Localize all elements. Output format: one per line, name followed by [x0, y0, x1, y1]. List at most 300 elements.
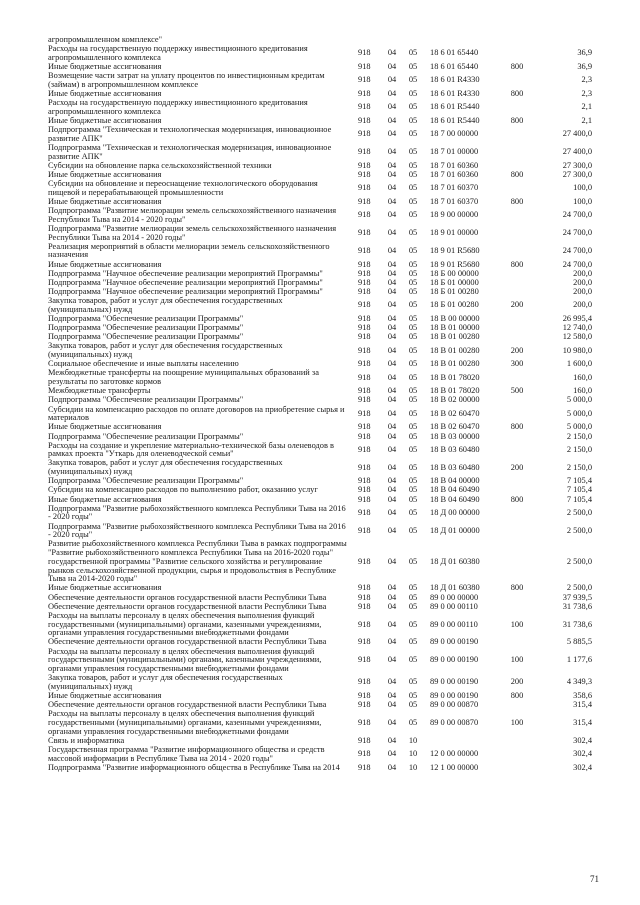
- row-expense-type: 100: [510, 717, 524, 727]
- row-name: Иные бюджетные ассигнования: [48, 690, 162, 700]
- row-name: Иные бюджетные ассигнования: [48, 115, 162, 125]
- row-expense-type: 800: [510, 583, 524, 593]
- row-section-code: 04: [387, 246, 397, 256]
- row-target-code: 18 В 02 60470: [430, 408, 480, 418]
- row-amount: 2,1: [581, 102, 592, 112]
- row-target-code: 89 0 00 00110: [430, 619, 478, 629]
- row-admin-code: 918: [358, 75, 371, 85]
- row-amount: 5 885,5: [566, 637, 592, 647]
- table-row: [48, 486, 608, 495]
- row-admin-code: 918: [358, 494, 371, 504]
- row-subsection-code: 05: [408, 431, 418, 441]
- row-amount: 27 400,0: [562, 147, 592, 157]
- row-target-code: 89 0 00 00870: [430, 700, 479, 710]
- table-row: [48, 180, 608, 197]
- row-name: Подпрограмма "Научное обеспечение реализации мероприятий Программы": [48, 268, 323, 278]
- row-admin-code: 918: [358, 129, 371, 139]
- row-amount: 12 740,0: [562, 323, 592, 333]
- row-target-code: 18 6 01 R4330: [430, 75, 480, 85]
- row-amount: 4 349,3: [566, 677, 592, 687]
- row-name: Подпрограмма "Обеспечение реализации Программы": [48, 323, 244, 333]
- row-admin-code: 918: [358, 619, 371, 629]
- row-section-code: 04: [387, 637, 397, 647]
- row-admin-code: 918: [358, 749, 371, 759]
- row-subsection-code: 05: [408, 147, 418, 157]
- row-target-code: 89 0 00 00000: [430, 592, 479, 602]
- row-expense-type: 200: [510, 300, 524, 310]
- row-amount: 2 500,0: [566, 525, 592, 535]
- row-amount: 7 105,4: [566, 476, 592, 486]
- row-subsection-code: 05: [408, 494, 418, 504]
- row-target-code: 12 1 00 00000: [430, 762, 479, 772]
- row-target-code: 18 7 01 60360: [430, 169, 479, 179]
- row-target-code: 89 0 00 00190: [430, 690, 479, 700]
- row-section-code: 04: [387, 115, 397, 125]
- table-row: [48, 612, 608, 638]
- row-name: Обеспечение деятельности органов государственной власти Республики Тыва: [48, 601, 327, 611]
- row-name: Закупка товаров, работ и услуг для обеспечения государственных (муниципальных) нужд: [48, 673, 283, 691]
- row-target-code: 18 9 01 R5680: [430, 246, 480, 256]
- row-target-code: 18 В 04 60490: [430, 494, 480, 504]
- row-admin-code: 918: [358, 556, 371, 566]
- row-amount: 5 000,0: [566, 408, 592, 418]
- table-row: [48, 459, 608, 476]
- row-subsection-code: 05: [408, 323, 418, 333]
- row-name: Субсидии на компенсацию расходов по выполнению работ, оказанию услуг: [48, 485, 318, 495]
- row-name: Подпрограмма "Обеспечение реализации Программы": [48, 332, 244, 342]
- row-name: Иные бюджетные ассигнования: [48, 196, 162, 206]
- row-name: Возмещение части затрат на уплату процентов по инвестиционным кредитам (займам) в агропромышленном комплексе: [48, 71, 325, 89]
- row-subsection-code: 05: [408, 476, 418, 486]
- row-admin-code: 918: [358, 147, 371, 157]
- row-name: Расходы на государственную поддержку инвестиционного кредитования агропромышленного комплекса: [48, 44, 308, 62]
- row-amount: 36,9: [577, 61, 592, 71]
- row-subsection-code: 10: [408, 749, 418, 759]
- row-admin-code: 918: [358, 408, 371, 418]
- row-section-code: 04: [387, 300, 397, 310]
- row-subsection-code: 05: [408, 619, 418, 629]
- row-admin-code: 918: [358, 287, 371, 296]
- row-section-code: 04: [387, 277, 397, 287]
- row-expense-type: 300: [510, 359, 524, 369]
- row-amount: 358,6: [573, 690, 592, 700]
- row-target-code: 18 6 01 65440: [430, 48, 479, 58]
- table-row: [48, 225, 608, 242]
- row-subsection-code: 05: [408, 115, 418, 125]
- row-section-code: 04: [387, 147, 397, 157]
- row-expense-type: 200: [510, 345, 524, 355]
- row-subsection-code: 10: [408, 762, 418, 772]
- row-admin-code: 918: [358, 690, 371, 700]
- row-target-code: 18 Д 01 60380: [430, 556, 480, 566]
- table-row: [48, 99, 608, 116]
- row-section-code: 04: [387, 372, 397, 382]
- row-amount: 27 300,0: [562, 169, 592, 179]
- row-amount: 2 500,0: [566, 556, 592, 566]
- row-admin-code: 918: [358, 637, 371, 647]
- row-section-code: 04: [387, 359, 397, 369]
- table-row: [48, 423, 608, 432]
- row-name: Субсидии на компенсацию расходов по оплате договоров на приобретение сырья и материалов: [48, 404, 345, 423]
- table-row: [48, 594, 608, 603]
- row-target-code: 18 7 01 60360: [430, 160, 479, 170]
- row-expense-type: 100: [510, 655, 524, 665]
- row-target-code: 18 6 01 R4330: [430, 88, 480, 98]
- row-name: Расходы на выплаты персоналу в целях обеспечения выполнения функций государственными (муниципальными) органами, казенными учреждениями, органами управления государственными внебюджетными фондами: [48, 646, 322, 673]
- row-target-code: 18 В 01 78020: [430, 372, 480, 382]
- row-expense-type: 800: [510, 690, 524, 700]
- row-target-code: 89 0 00 00190: [430, 655, 479, 665]
- table-row: [48, 342, 608, 359]
- row-amount: 10 980,0: [562, 345, 592, 355]
- row-section-code: 04: [387, 462, 397, 472]
- row-amount: 7 105,4: [566, 494, 592, 504]
- row-section-code: 04: [387, 700, 397, 710]
- row-subsection-code: 05: [408, 102, 418, 112]
- table-row: [48, 523, 608, 540]
- row-name: Подпрограмма "Обеспечение реализации Программы": [48, 395, 244, 405]
- row-section-code: 04: [387, 422, 397, 432]
- row-admin-code: 918: [358, 525, 371, 535]
- table-row: [48, 584, 608, 593]
- row-subsection-code: 05: [408, 508, 418, 518]
- row-target-code: 18 7 01 60370: [430, 183, 479, 193]
- row-admin-code: 918: [358, 332, 371, 342]
- row-section-code: 04: [387, 655, 397, 665]
- row-amount: 31 738,6: [562, 601, 592, 611]
- row-amount: 27 400,0: [562, 129, 592, 139]
- row-section-code: 04: [387, 508, 397, 518]
- row-target-code: 12 0 00 00000: [430, 749, 479, 759]
- row-amount: 302,4: [573, 735, 592, 745]
- row-admin-code: 918: [358, 48, 371, 58]
- row-target-code: 18 Б 00 00000: [430, 268, 479, 278]
- row-amount: 31 738,6: [562, 619, 592, 629]
- table-row: [48, 540, 608, 584]
- row-subsection-code: 05: [408, 372, 418, 382]
- row-section-code: 04: [387, 183, 397, 193]
- row-section-code: 04: [387, 129, 397, 139]
- row-subsection-code: 05: [408, 462, 418, 472]
- row-subsection-code: 05: [408, 690, 418, 700]
- row-section-code: 04: [387, 48, 397, 58]
- row-subsection-code: 05: [408, 61, 418, 71]
- row-amount: 5 000,0: [566, 422, 592, 432]
- row-subsection-code: 05: [408, 592, 418, 602]
- row-amount: 1 600,0: [566, 359, 592, 369]
- row-target-code: 18 В 01 00280: [430, 359, 480, 369]
- table-row: [48, 396, 608, 405]
- row-admin-code: 918: [358, 359, 371, 369]
- row-expense-type: 800: [510, 169, 524, 179]
- row-subsection-code: 05: [408, 422, 418, 432]
- row-admin-code: 918: [358, 592, 371, 602]
- row-expense-type: 800: [510, 61, 524, 71]
- row-amount: 315,4: [573, 700, 592, 710]
- row-admin-code: 918: [358, 196, 371, 206]
- row-subsection-code: 05: [408, 183, 418, 193]
- row-section-code: 04: [387, 287, 397, 296]
- row-amount: 24 700,0: [562, 210, 592, 220]
- row-section-code: 04: [387, 717, 397, 727]
- row-amount: 200,0: [573, 268, 592, 278]
- row-name: Подпрограмма "Обеспечение реализации Программы": [48, 476, 244, 486]
- row-target-code: 18 В 03 00000: [430, 431, 480, 441]
- row-subsection-code: 05: [408, 525, 418, 535]
- row-name: Расходы на государственную поддержку инвестиционного кредитования агропромышленного комплекса: [48, 98, 308, 116]
- row-name: агропромышленном комплексе": [48, 35, 163, 44]
- row-name: Подпрограмма "Развитие рыбохозяйственного комплекса Республики Тыва на 2016 - 2020 годы": [48, 503, 346, 522]
- table-row: [48, 369, 608, 386]
- table-row: [48, 505, 608, 522]
- row-name: Иные бюджетные ассигнования: [48, 583, 162, 593]
- row-section-code: 04: [387, 494, 397, 504]
- row-name: Иные бюджетные ассигнования: [48, 169, 162, 179]
- row-name: Реализация мероприятий в области мелиорации земель сельскохозяйственного назначения: [48, 241, 330, 260]
- row-name: Социальное обеспечение и иные выплаты населению: [48, 359, 239, 369]
- row-amount: 24 700,0: [562, 228, 592, 238]
- row-target-code: 18 7 01 60370: [430, 196, 479, 206]
- row-target-code: 18 6 01 R5440: [430, 115, 480, 125]
- row-target-code: 18 В 02 60470: [430, 422, 480, 432]
- row-name: Обеспечение деятельности органов государственной власти Республики Тыва: [48, 592, 327, 602]
- row-admin-code: 918: [358, 246, 371, 256]
- row-target-code: 18 В 01 00000: [430, 323, 480, 333]
- row-amount: 2,3: [581, 88, 592, 98]
- row-amount: 2,1: [581, 115, 592, 125]
- table-row: [48, 433, 608, 442]
- row-subsection-code: 05: [408, 300, 418, 310]
- row-amount: 24 700,0: [562, 246, 592, 256]
- row-subsection-code: 05: [408, 259, 418, 269]
- row-subsection-code: 05: [408, 88, 418, 98]
- row-subsection-code: 05: [408, 169, 418, 179]
- row-admin-code: 918: [358, 300, 371, 310]
- row-subsection-code: 05: [408, 408, 418, 418]
- row-name: Иные бюджетные ассигнования: [48, 494, 162, 504]
- page-number: 71: [590, 874, 599, 884]
- row-name: Подпрограмма "Техническая и технологическая модернизация, инновационное развитие АПК": [48, 142, 332, 161]
- row-section-code: 04: [387, 75, 397, 85]
- row-admin-code: 918: [358, 422, 371, 432]
- row-admin-code: 918: [358, 88, 371, 98]
- row-admin-code: 918: [358, 508, 371, 518]
- row-subsection-code: 05: [408, 228, 418, 238]
- row-target-code: 18 7 01 00000: [430, 147, 479, 157]
- row-expense-type: 200: [510, 462, 524, 472]
- row-target-code: 18 В 04 00000: [430, 476, 480, 486]
- row-admin-code: 918: [358, 431, 371, 441]
- table-row: [48, 638, 608, 647]
- row-amount: 100,0: [573, 196, 592, 206]
- row-name: Подпрограмма "Научное обеспечение реализации мероприятий Программы": [48, 277, 323, 287]
- row-subsection-code: 05: [408, 556, 418, 566]
- row-section-code: 04: [387, 690, 397, 700]
- table-row: [48, 674, 608, 691]
- table-row: [48, 710, 608, 736]
- row-expense-type: 800: [510, 494, 524, 504]
- table-row: [48, 45, 608, 62]
- row-name: Закупка товаров, работ и услуг для обеспечения государственных (муниципальных) нужд: [48, 296, 283, 314]
- row-admin-code: 918: [358, 183, 371, 193]
- row-name: Подпрограмма "Развитие мелиорации земель сельскохозяйственного назначения Республики Тыва на 2014 - 2020 годы": [48, 206, 337, 224]
- row-amount: 7 105,4: [566, 485, 592, 495]
- row-target-code: 18 Д 01 00000: [430, 525, 480, 535]
- row-section-code: 04: [387, 762, 397, 772]
- row-admin-code: 918: [358, 345, 371, 355]
- row-target-code: 89 0 00 00190: [430, 637, 479, 647]
- row-section-code: 04: [387, 592, 397, 602]
- row-target-code: 18 Д 01 60380: [430, 583, 480, 593]
- row-target-code: 18 6 01 R5440: [430, 102, 480, 112]
- table-row: [48, 648, 608, 674]
- row-name: Субсидии на обновление парка сельскохозяйственной техники: [48, 160, 272, 170]
- row-section-code: 04: [387, 332, 397, 342]
- row-admin-code: 918: [358, 762, 371, 772]
- row-name: Расходы на выплаты персоналу в целях обеспечения выполнения функций государственными (муниципальными) органами, казенными учреждениями, органами управления государственными внебюджетными фондами: [48, 610, 322, 638]
- row-subsection-code: 05: [408, 345, 418, 355]
- row-subsection-code: 05: [408, 717, 418, 727]
- row-target-code: 18 Б 01 00000: [430, 277, 479, 287]
- row-name: Закупка товаров, работ и услуг для обеспечения государственных (муниципальных) нужд: [48, 458, 283, 477]
- table-row: [48, 207, 608, 224]
- row-amount: 302,4: [573, 749, 592, 759]
- row-admin-code: 918: [358, 61, 371, 71]
- row-name: Развитие рыбохозяйственного комплекса Республики Тыва в рамках подпрограммы "Развитие рыбохозяйственного комплекса Республики Тыва на 2016-2020 годы" государственной программы "Развитие сельского хозяйства и регулирование рынков сельскохозяйственной продукции, сырья и продовольствия в Республике Тыва на 2014-2020 годы": [48, 539, 347, 584]
- row-expense-type: 800: [510, 115, 524, 125]
- row-admin-code: 918: [358, 160, 371, 170]
- row-target-code: 18 В 04 60490: [430, 485, 480, 495]
- row-admin-code: 918: [358, 102, 371, 112]
- table-row: [48, 261, 608, 270]
- row-section-code: 04: [387, 210, 397, 220]
- row-target-code: 18 В 01 00280: [430, 332, 480, 342]
- row-section-code: 04: [387, 386, 397, 396]
- row-name: Подпрограмма "Обеспечение реализации Программы": [48, 431, 244, 441]
- row-admin-code: 918: [358, 601, 371, 611]
- table-row: [48, 72, 608, 89]
- row-admin-code: 918: [358, 395, 371, 405]
- row-subsection-code: 05: [408, 196, 418, 206]
- row-amount: 24 700,0: [562, 259, 592, 269]
- row-expense-type: 100: [510, 619, 524, 629]
- row-name: Подпрограмма "Развитие мелиорации земель сельскохозяйственного назначения Республики Тыва на 2014 - 2020 годы": [48, 223, 337, 242]
- table-row: [48, 442, 608, 459]
- row-section-code: 04: [387, 476, 397, 486]
- row-section-code: 04: [387, 259, 397, 269]
- row-subsection-code: 10: [408, 735, 418, 745]
- row-target-code: 89 0 00 00870: [430, 717, 479, 727]
- row-amount: 36,9: [577, 48, 592, 58]
- row-admin-code: 918: [358, 476, 371, 486]
- row-admin-code: 918: [358, 462, 371, 472]
- row-target-code: 18 9 00 00000: [430, 210, 479, 220]
- row-target-code: 18 В 02 00000: [430, 395, 480, 405]
- row-amount: 12 580,0: [562, 332, 592, 342]
- row-section-code: 04: [387, 525, 397, 535]
- row-admin-code: 918: [358, 323, 371, 333]
- row-target-code: 89 0 00 00110: [430, 601, 478, 611]
- row-admin-code: 918: [358, 259, 371, 269]
- row-expense-type: 500: [510, 386, 524, 396]
- row-name: Иные бюджетные ассигнования: [48, 422, 162, 432]
- row-subsection-code: 05: [408, 359, 418, 369]
- row-target-code: 89 0 00 00190: [430, 677, 479, 687]
- row-subsection-code: 05: [408, 287, 418, 296]
- row-section-code: 04: [387, 313, 397, 323]
- row-section-code: 04: [387, 228, 397, 238]
- table-row: [48, 297, 608, 314]
- row-amount: 200,0: [573, 277, 592, 287]
- row-section-code: 04: [387, 102, 397, 112]
- row-subsection-code: 05: [408, 210, 418, 220]
- row-admin-code: 918: [358, 677, 371, 687]
- row-subsection-code: 05: [408, 277, 418, 287]
- row-subsection-code: 05: [408, 444, 418, 454]
- row-target-code: 18 В 03 60480: [430, 462, 480, 472]
- row-amount: 315,4: [573, 717, 592, 727]
- row-subsection-code: 05: [408, 386, 418, 396]
- row-admin-code: 918: [358, 485, 371, 495]
- row-subsection-code: 05: [408, 160, 418, 170]
- row-name: Расходы на выплаты персоналу в целях обеспечения выполнения функций государственными (муниципальными) органами, казенными учреждениями, органами управления государственными внебюджетными фондами: [48, 709, 322, 736]
- row-admin-code: 918: [358, 717, 371, 727]
- row-admin-code: 918: [358, 735, 371, 745]
- row-amount: 2 500,0: [566, 583, 592, 593]
- row-target-code: 18 9 01 R5680: [430, 259, 480, 269]
- row-name: Подпрограмма "Развитие рыбохозяйственного комплекса Республики Тыва на 2016 - 2020 годы": [48, 521, 346, 540]
- row-subsection-code: 05: [408, 700, 418, 710]
- row-subsection-code: 05: [408, 332, 418, 342]
- row-subsection-code: 05: [408, 601, 418, 611]
- row-amount: 200,0: [573, 300, 592, 310]
- row-section-code: 04: [387, 485, 397, 495]
- row-subsection-code: 05: [408, 48, 418, 58]
- row-amount: 160,0: [573, 372, 592, 382]
- row-section-code: 04: [387, 677, 397, 687]
- row-name: Обеспечение деятельности органов государственной власти Республики Тыва: [48, 637, 327, 647]
- row-amount: 302,4: [573, 762, 592, 772]
- row-section-code: 04: [387, 88, 397, 98]
- row-admin-code: 918: [358, 228, 371, 238]
- row-target-code: 18 В 03 60480: [430, 444, 480, 454]
- row-amount: 2 150,0: [566, 431, 592, 441]
- row-section-code: 04: [387, 444, 397, 454]
- row-name: Подпрограмма "Обеспечение реализации Программы": [48, 313, 244, 323]
- row-target-code: 18 Д 00 00000: [430, 508, 480, 518]
- row-admin-code: 918: [358, 268, 371, 278]
- row-amount: 2,3: [581, 75, 592, 85]
- row-amount: 2 150,0: [566, 444, 592, 454]
- row-section-code: 04: [387, 160, 397, 170]
- row-subsection-code: 05: [408, 268, 418, 278]
- row-admin-code: 918: [358, 700, 371, 710]
- row-amount: 26 995,4: [562, 313, 592, 323]
- row-target-code: 18 9 01 00000: [430, 228, 479, 238]
- row-section-code: 04: [387, 601, 397, 611]
- row-admin-code: 918: [358, 444, 371, 454]
- row-subsection-code: 05: [408, 246, 418, 256]
- row-target-code: 18 7 00 00000: [430, 129, 479, 139]
- table-row: [48, 243, 608, 260]
- row-amount: 100,0: [573, 183, 592, 193]
- row-expense-type: 800: [510, 422, 524, 432]
- table-row: [48, 144, 608, 161]
- row-admin-code: 918: [358, 277, 371, 287]
- row-name: Иные бюджетные ассигнования: [48, 259, 162, 269]
- table-row: [48, 126, 608, 143]
- row-target-code: 18 Б 01 00280: [430, 300, 479, 310]
